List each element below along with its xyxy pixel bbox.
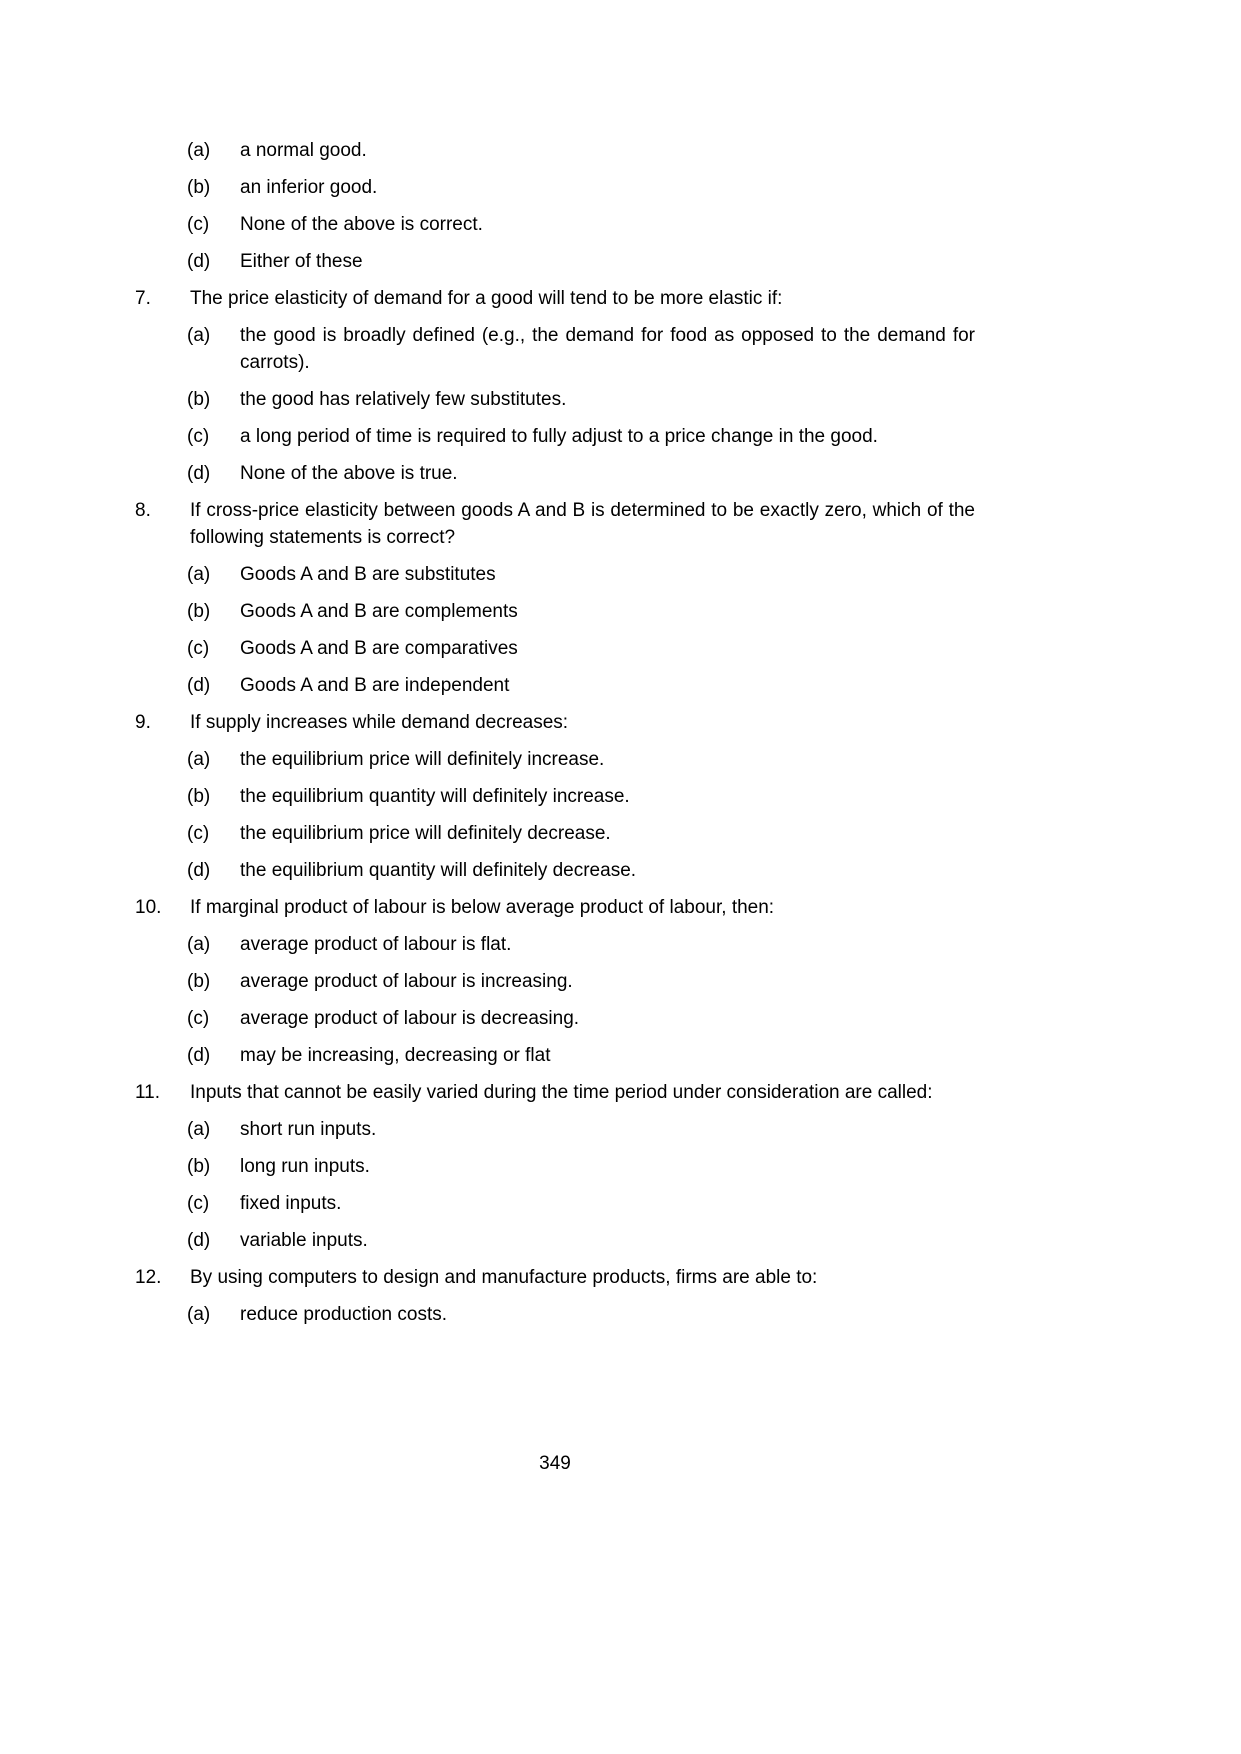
option-letter: (d) bbox=[187, 463, 211, 484]
option-text: a long period of time is required to fully adjust to a price change in the good. bbox=[240, 426, 878, 447]
option-row bbox=[187, 1301, 975, 1328]
options bbox=[0, 1301, 1241, 1328]
option-row bbox=[187, 746, 975, 773]
option-letter: (c) bbox=[187, 1193, 210, 1214]
option-letter: (a) bbox=[187, 325, 211, 346]
question-number: 11. bbox=[135, 1082, 161, 1103]
option-row bbox=[187, 783, 975, 810]
option-row bbox=[187, 322, 975, 376]
options bbox=[0, 931, 1241, 1069]
option-letter: (c) bbox=[187, 823, 210, 844]
option-text: average product of labour is increasing. bbox=[240, 971, 573, 992]
option-row bbox=[187, 857, 975, 884]
option-letter: (d) bbox=[187, 1045, 211, 1066]
question-row bbox=[135, 1264, 975, 1291]
option-row bbox=[187, 968, 975, 995]
question-row bbox=[135, 1079, 975, 1106]
question-row bbox=[135, 894, 975, 921]
question-block bbox=[0, 1264, 1241, 1328]
option-letter: (a) bbox=[187, 1304, 211, 1325]
option-letter: (d) bbox=[187, 860, 211, 881]
option-letter: (c) bbox=[187, 638, 210, 659]
option-text: the good has relatively few substitutes. bbox=[240, 389, 567, 410]
question-list bbox=[0, 285, 1241, 1328]
option-text: a normal good. bbox=[240, 140, 367, 161]
option-text: None of the above is correct. bbox=[240, 214, 483, 235]
question-text: Inputs that cannot be easily varied during the time period under consideration are called: bbox=[190, 1082, 933, 1103]
question-row bbox=[135, 497, 975, 551]
option-text: short run inputs. bbox=[240, 1119, 377, 1140]
intro-options bbox=[0, 137, 1241, 275]
question-number: 12. bbox=[135, 1267, 162, 1288]
question-number: 9. bbox=[135, 712, 151, 733]
option-row bbox=[187, 1227, 975, 1254]
option-row bbox=[187, 248, 975, 275]
option-row bbox=[187, 1153, 975, 1180]
option-row bbox=[187, 598, 975, 625]
question-text: If supply increases while demand decreases: bbox=[190, 712, 569, 733]
option-letter: (b) bbox=[187, 1156, 211, 1177]
question-number: 8. bbox=[135, 500, 151, 521]
option-text: an inferior good. bbox=[240, 177, 378, 198]
option-text: variable inputs. bbox=[240, 1230, 368, 1251]
option-text: may be increasing, decreasing or flat bbox=[240, 1045, 551, 1066]
option-text: None of the above is true. bbox=[240, 463, 458, 484]
page-number: 349 bbox=[539, 1453, 571, 1474]
option-row bbox=[187, 1005, 975, 1032]
option-letter: (b) bbox=[187, 601, 211, 622]
option-text: reduce production costs. bbox=[240, 1304, 448, 1325]
option-letter: (a) bbox=[187, 1119, 211, 1140]
option-row bbox=[187, 211, 975, 238]
option-text: the equilibrium quantity will definitely decrease. bbox=[240, 860, 637, 881]
option-letter: (d) bbox=[187, 251, 211, 272]
option-text: the equilibrium price will definitely decrease. bbox=[240, 823, 611, 844]
option-letter: (a) bbox=[187, 140, 211, 161]
option-letter: (b) bbox=[187, 786, 211, 807]
option-letter: (b) bbox=[187, 971, 211, 992]
option-text: Goods A and B are comparatives bbox=[240, 638, 518, 659]
option-text: Goods A and B are independent bbox=[240, 675, 510, 696]
option-row bbox=[187, 1042, 975, 1069]
option-text: average product of labour is flat. bbox=[240, 934, 512, 955]
option-row bbox=[187, 931, 975, 958]
options bbox=[0, 1116, 1241, 1254]
option-row bbox=[187, 423, 975, 450]
option-text: average product of labour is decreasing. bbox=[240, 1008, 580, 1029]
question-block bbox=[0, 894, 1241, 1069]
option-text: Goods A and B are substitutes bbox=[240, 564, 496, 585]
option-letter: (d) bbox=[187, 675, 211, 696]
option-text: Goods A and B are complements bbox=[240, 601, 518, 622]
options bbox=[0, 561, 1241, 699]
option-letter: (b) bbox=[187, 177, 211, 198]
question-block bbox=[0, 1079, 1241, 1254]
question-row bbox=[135, 285, 975, 312]
option-row bbox=[187, 137, 975, 164]
option-row bbox=[187, 386, 975, 413]
options bbox=[0, 322, 1241, 487]
option-row bbox=[187, 635, 975, 662]
option-text: the equilibrium quantity will definitely increase. bbox=[240, 786, 630, 807]
option-row bbox=[187, 1116, 975, 1143]
options bbox=[0, 746, 1241, 884]
option-row bbox=[187, 460, 975, 487]
option-text: the good is broadly defined (e.g., the demand for food as opposed to the demand for carrots). bbox=[240, 325, 975, 373]
question-block bbox=[0, 497, 1241, 699]
question-text: If cross-price elasticity between goods A and B is determined to be exactly zero, which of the following statements is correct? bbox=[190, 500, 975, 548]
option-text: long run inputs. bbox=[240, 1156, 370, 1177]
question-block bbox=[0, 285, 1241, 487]
option-row bbox=[187, 820, 975, 847]
question-row bbox=[135, 709, 975, 736]
option-letter: (c) bbox=[187, 1008, 210, 1029]
option-letter: (a) bbox=[187, 934, 211, 955]
option-letter: (c) bbox=[187, 214, 210, 235]
option-letter: (c) bbox=[187, 426, 210, 447]
option-text: fixed inputs. bbox=[240, 1193, 342, 1214]
question-number: 7. bbox=[135, 288, 151, 309]
option-letter: (a) bbox=[187, 749, 211, 770]
question-block bbox=[0, 709, 1241, 884]
question-text: The price elasticity of demand for a good will tend to be more elastic if: bbox=[190, 288, 783, 309]
question-number: 10. bbox=[135, 897, 162, 918]
option-text: Either of these bbox=[240, 251, 363, 272]
option-letter: (d) bbox=[187, 1230, 211, 1251]
option-letter: (a) bbox=[187, 564, 211, 585]
option-row bbox=[187, 174, 975, 201]
option-text: the equilibrium price will definitely increase. bbox=[240, 749, 605, 770]
question-text: By using computers to design and manufacture products, firms are able to: bbox=[190, 1267, 818, 1288]
option-letter: (b) bbox=[187, 389, 211, 410]
question-text: If marginal product of labour is below average product of labour, then: bbox=[190, 897, 775, 918]
option-row bbox=[187, 672, 975, 699]
option-row bbox=[187, 561, 975, 588]
option-row bbox=[187, 1190, 975, 1217]
